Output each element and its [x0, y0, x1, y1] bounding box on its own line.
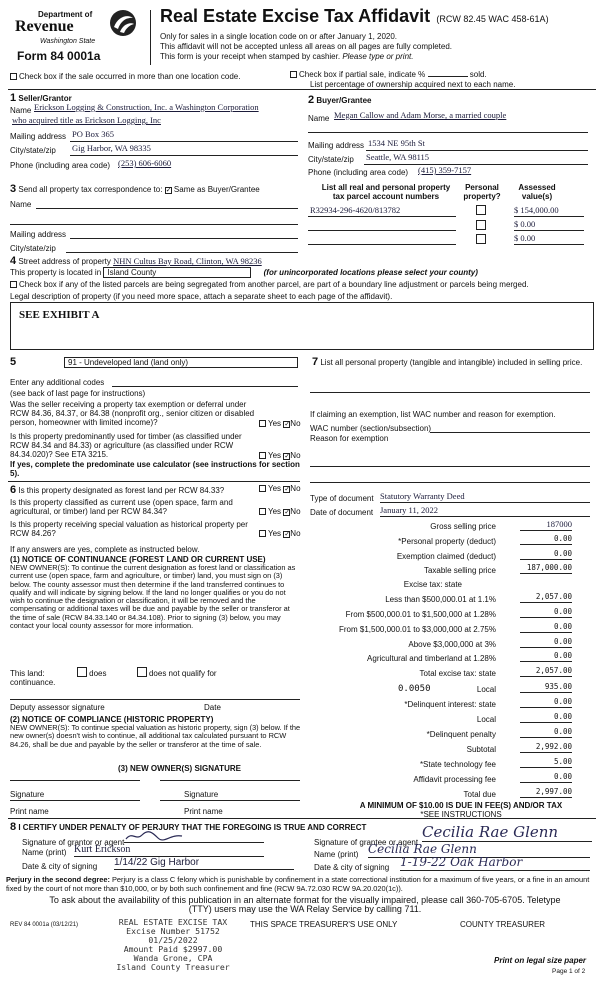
- calc-delinq-local-value[interactable]: 0.00: [520, 713, 572, 723]
- seller-name-label: Name: [10, 106, 32, 115]
- buyer-mailing-field[interactable]: 1534 NE 95th St: [368, 138, 425, 148]
- partial-sale-percent-field[interactable]: [428, 76, 468, 77]
- sec6-n2-head: (2) NOTICE OF COMPLIANCE (HISTORIC PROPERTY): [10, 715, 214, 724]
- seller-heading: Seller/Grantor: [18, 94, 72, 103]
- header-note3: This form is your receipt when stamped by cashier.: [160, 52, 341, 61]
- sec6-does-not: does not qualify for: [148, 669, 217, 678]
- seller-name-field-2[interactable]: who acquired title as Erickson Logging, Inc: [12, 115, 161, 125]
- sec6-q2-no-box[interactable]: ✓: [284, 509, 291, 516]
- calc-tech-fee-label: *State technology fee: [419, 760, 496, 769]
- treasurer-stamp: [108, 918, 238, 972]
- calc-delinq-local-label: Local: [476, 715, 496, 724]
- footer-perjury-text: Perjury is a class C felony which is punishable by confinement in a state correctional institution for a maximum of five years, or a fine in an amount fixed by the court of not more than $10,000, or by both such confinement and fine (RCW 9A.72.030 RCW 9A.20.020(1c)).: [6, 875, 590, 893]
- stamp-line-4: Amount Paid $2997.00: [123, 944, 223, 955]
- sec3-text: Send all property tax correspondence to:: [18, 185, 163, 194]
- sec6-q2-yes-box[interactable]: [259, 508, 266, 515]
- calc-personal-label: *Personal property (deduct): [398, 537, 496, 546]
- sec4-located-row: [10, 267, 478, 278]
- sec5-add-codes-note: (see back of last page for instructions): [10, 389, 146, 398]
- sec4-legal-label: Legal description of property (if you need more space, attach a separate sheet to each page of the affidavit).: [10, 292, 393, 301]
- sec6-q1-row: [10, 484, 224, 497]
- dept-line2: Revenue: [15, 18, 74, 35]
- sec5-q2-yes-box[interactable]: [259, 452, 266, 459]
- footer-perjury-bold: Perjury in the second degree:: [6, 875, 110, 884]
- sec8-grantee-name-label: Name (print): [314, 850, 359, 859]
- multi-location-check[interactable]: [10, 72, 240, 81]
- stamp-line-5: Wanda Grone, CPA: [133, 953, 213, 964]
- sec7-pp-line-1[interactable]: [310, 392, 590, 393]
- grantor-signature-scribble-icon: [124, 830, 184, 842]
- calc-excise-head: Excise tax: state: [403, 580, 462, 589]
- sec6-q2-no: No: [290, 507, 301, 516]
- calc-tech-fee-value[interactable]: 5.00: [520, 758, 572, 768]
- sec5-q1-no-box[interactable]: ✓: [284, 421, 291, 428]
- sec7-exemption-text: If claiming an exemption, list WAC number and reason for exemption.: [310, 410, 556, 419]
- seller-phone-label: Phone (including area code): [10, 161, 111, 170]
- sec5-q1-no: No: [290, 419, 301, 428]
- sec6-deputy-label: Deputy assessor signature: [10, 703, 105, 712]
- buyer-heading: Buyer/Grantee: [316, 96, 372, 105]
- sec7-doc-date-label: Date of document: [310, 508, 374, 517]
- header-note3-row: [160, 52, 413, 61]
- header-note1: Only for sales in a single location code on or after January 1, 2020.: [160, 32, 398, 41]
- sec6-deputy-date: Date: [204, 703, 221, 712]
- multi-location-checkbox[interactable]: [10, 73, 17, 80]
- seller-city-field[interactable]: Gig Harbor, WA 98335: [72, 143, 151, 153]
- sec4-located-label: This property is located in: [10, 268, 102, 277]
- calc-tier4-label: Above $3,000,000 at 3%: [408, 640, 496, 649]
- sec4-segregated-label: Check box if any of the listed parcels are being segregated from another parcel, are part of a boundary line adjustment or parcels being merged.: [19, 280, 529, 289]
- sec4-street-row: [10, 255, 262, 268]
- sec3-city-label: City/state/zip: [10, 244, 56, 253]
- calc-total-due-value[interactable]: 2,997.00: [520, 788, 572, 798]
- sec3-num: 3: [10, 183, 17, 195]
- seller-mailing-label: Mailing address: [10, 132, 67, 141]
- sec6-this-land: This land:: [10, 669, 45, 678]
- sec6-q2-answer: [259, 507, 301, 516]
- parcel-number-1[interactable]: R32934-296-4620/813782: [310, 205, 401, 215]
- buyer-mailing-label: Mailing address: [308, 141, 365, 150]
- calc-total-due-label: Total due: [463, 790, 496, 799]
- seller-city-label: City/state/zip: [10, 146, 56, 155]
- form-title-row: [160, 6, 549, 27]
- personal-checkbox-2[interactable]: [476, 220, 486, 230]
- stamp-line-1: REAL ESTATE EXCISE TAX: [118, 917, 228, 927]
- seller-mailing-line: [70, 141, 298, 142]
- sec8-grantee-sig[interactable]: Cecilia Rae Glenn: [422, 824, 592, 842]
- sec6-does: does: [89, 669, 107, 678]
- sec5-q2-answer: [259, 451, 301, 460]
- sec6-q2: Is this property classified as current use (open space, farm and agricultural, or timber) land per RCW 84.34?: [10, 498, 233, 517]
- multi-location-label: Check box if the sale occurred in more than one location code.: [19, 72, 241, 81]
- sec8-grantee-sig-label: Signature of grantee or agent: [314, 838, 419, 847]
- stamp-line-2: Excise Number 51752: [126, 926, 220, 937]
- calc-tier4-value[interactable]: 0.00: [520, 638, 572, 648]
- footer-county-treasurer: COUNTY TREASURER: [460, 920, 546, 929]
- partial-sale-label-b: sold.: [469, 70, 487, 79]
- sec5-q2b: If yes, complete the predominate use calculator (see instructions for section 5).: [10, 460, 300, 479]
- buyer-heading-row: [308, 94, 372, 107]
- sec6-does-not-checkbox[interactable]: [137, 667, 147, 677]
- calc-total-state-value[interactable]: 2,057.00: [520, 667, 572, 677]
- partial-sale-checkbox[interactable]: [290, 71, 297, 78]
- sec8-grantor-date-label: Date & city of signing: [22, 862, 98, 871]
- sec4-segregated-checkbox[interactable]: [10, 281, 17, 288]
- sec6-q2-yes: Yes: [268, 507, 282, 516]
- header-note2: This affidavit will not be accepted unless all areas on all pages are fully completed.: [160, 42, 453, 51]
- footer-legal-size: Print on legal size paper: [494, 956, 587, 965]
- buyer-phone-field[interactable]: (415) 359-7157: [418, 165, 472, 175]
- calc-local-label: Local: [476, 685, 496, 694]
- sec6-q1-yes: Yes: [268, 484, 282, 493]
- sec6-instruct: If any answers are yes, complete as instructed below.: [10, 545, 200, 554]
- sec5-q1-yes: Yes: [268, 419, 282, 428]
- calc-tier3-label: From $1,500,000.01 to $3,000,000 at 2.75%: [338, 625, 496, 634]
- calc-tier2-label: From $500,000.01 to $1,500,000 at 1.28%: [345, 610, 496, 619]
- assessed-value-3[interactable]: $ 0.00: [514, 234, 584, 245]
- calc-gross-value[interactable]: 187000: [520, 520, 572, 531]
- parcel-col-header: List all real and personal property tax parcel account numbers: [321, 183, 451, 202]
- sec6-print-line-1[interactable]: [10, 800, 140, 801]
- sec6-n3-head: (3) NEW OWNER(S) SIGNATURE: [118, 764, 241, 773]
- calc-affidavit-fee-value[interactable]: 0.00: [520, 773, 572, 783]
- sec6-divider: [8, 481, 300, 482]
- sec6-q3-answer: [259, 529, 301, 538]
- calc-tier3-value[interactable]: 0.00: [520, 623, 572, 633]
- sec6-sig-label-1: Signature: [10, 790, 45, 799]
- sec5-q2-no-box[interactable]: ✓: [284, 453, 291, 460]
- dor-emblem-icon: [108, 8, 138, 38]
- calc-personal-value[interactable]: 0.00: [520, 535, 572, 545]
- sec6-sig-line-1[interactable]: [10, 780, 140, 781]
- sec8-divider: [8, 818, 596, 819]
- sec5-add-codes-label: Enter any additional codes: [10, 378, 105, 387]
- dept-line1: Department of: [38, 10, 93, 19]
- sec6-q1-yes-box[interactable]: [259, 485, 266, 492]
- footer-page: Page 1 of 2: [552, 968, 586, 975]
- calc-see-instr: *SEE INSTRUCTIONS: [420, 810, 502, 819]
- header-note3-italic: Please type or print.: [342, 52, 414, 61]
- calc-subtotal-value[interactable]: 2,992.00: [520, 743, 572, 753]
- sec6-print-line-2[interactable]: [160, 800, 300, 801]
- sec4-street-field[interactable]: NHN Cultus Bay Road, Clinton, WA 98236: [113, 256, 262, 266]
- sec7-reason-line-1[interactable]: [310, 466, 590, 467]
- sec3-mailing-label: Mailing address: [10, 230, 67, 239]
- sec8-grantor-sig-label: Signature of grantor or agent: [22, 838, 125, 847]
- personal-checkbox-3[interactable]: [476, 234, 486, 244]
- sec6-q1-no: No: [290, 484, 301, 493]
- sec3-same-label: Same as Buyer/Grantee: [173, 185, 260, 194]
- sec6-q3-yes-box[interactable]: [259, 530, 266, 537]
- parcel-line-2[interactable]: [308, 230, 456, 231]
- sec8-grantee-name[interactable]: Cecilia Rae Glenn: [368, 843, 590, 858]
- sec6-sig-line-2[interactable]: [160, 780, 300, 781]
- buyer-city-label: City/state/zip: [308, 155, 354, 164]
- seller-city-line: [70, 155, 298, 156]
- calc-tier1-label: Less than $500,000.01 at 1.1%: [385, 595, 496, 604]
- sec3-name-line-2: [10, 224, 298, 225]
- form-title: Real Estate Excise Tax Affidavit: [160, 6, 431, 26]
- sec5-add-codes-line[interactable]: [112, 386, 298, 387]
- sec4-num: 4: [10, 255, 17, 267]
- sec6-n1-head: (1) NOTICE OF CONTINUANCE (FOREST LAND OR CURRENT USE): [10, 555, 266, 564]
- personal-checkbox-1[interactable]: [476, 205, 486, 215]
- sec4-street-label: Street address of property: [18, 257, 111, 266]
- calc-total-state-label: Total excise tax: state: [419, 669, 496, 678]
- sec5-q1: Was the seller receiving a property tax exemption or deferral under RCW 84.36, 84.37, or 84.38 (nonprofit org., senior citizen or disabled person, homeowner with limited income)?: [10, 400, 255, 428]
- sec4-legal-box[interactable]: [10, 302, 594, 350]
- sec6-num: 6: [10, 484, 17, 496]
- sec7-doc-type-field[interactable]: Statutory Warranty Deed: [380, 492, 590, 503]
- calc-exemption-value[interactable]: 0.00: [520, 550, 572, 560]
- sec4-segregated-row[interactable]: [10, 280, 529, 289]
- buyer-city-field[interactable]: Seattle, WA 98115: [366, 152, 430, 162]
- sec5-q2-no: No: [290, 451, 301, 460]
- footer-rev: REV 84 0001a (03/12/21): [10, 922, 79, 928]
- sec4-legal-text: SEE EXHIBIT A: [19, 309, 100, 321]
- sec7-reason-label: Reason for exemption: [310, 434, 389, 443]
- sec6-print-label-1: Print name: [10, 807, 49, 816]
- sec6-this-land-row: [10, 667, 217, 678]
- sec6-n2-body: NEW OWNER(S): To continue special valuation as historic property, sign (3) below. If the new owner(s) doesn't wish to continue, all additional tax calculated pursuant to RCW 84.26, shall be due and payable by the seller or transferor at the time of sale.: [10, 723, 301, 749]
- sec6-q3-no-box[interactable]: ✓: [284, 531, 291, 538]
- calc-affidavit-fee-label: Affidavit processing fee: [413, 775, 496, 784]
- buyer-phone-label: Phone (including area code): [308, 168, 409, 177]
- dept-line3: Washington State: [40, 38, 96, 45]
- calc-delinq-penalty-value[interactable]: 0.00: [520, 728, 572, 738]
- sec8-cert: I CERTIFY UNDER PENALTY OF PERJURY THAT THE FOREGOING IS TRUE AND CORRECT: [18, 823, 367, 832]
- buyer-city-line: [364, 164, 588, 165]
- calc-delinq-penalty-label: *Delinquent penalty: [426, 730, 496, 739]
- assessed-col-header: Assessed value(s): [518, 183, 556, 202]
- sec6-sig-label-2: Signature: [184, 790, 219, 799]
- sec7-wac-line[interactable]: [430, 432, 590, 433]
- partial-sale-check[interactable]: [290, 70, 487, 79]
- assessed-value-2[interactable]: $ 0.00: [514, 220, 584, 231]
- stamp-line-3: 01/25/2022: [148, 935, 198, 946]
- calc-local-rate[interactable]: 0.0050: [398, 684, 431, 694]
- sec3-city-line[interactable]: [66, 252, 298, 253]
- calc-tier1-value[interactable]: 2,057.00: [520, 593, 572, 603]
- buyer-name-field[interactable]: Megan Callow and Adam Morse, a married couple: [334, 110, 507, 120]
- calc-local-value[interactable]: 935.00: [520, 683, 572, 693]
- sec6-q1-answer: [259, 484, 301, 493]
- stamp-line-6: Island County Treasurer: [116, 962, 230, 973]
- calc-taxable-value[interactable]: 187,000.00: [520, 564, 572, 574]
- sec3-same-checkbox[interactable]: ✓: [165, 187, 172, 194]
- calc-gross-label: Gross selling price: [430, 522, 496, 531]
- sec8-grantee-date[interactable]: 1-19-22 Oak Harbor: [400, 856, 590, 871]
- calc-tier2-value[interactable]: 0.00: [520, 608, 572, 618]
- sec6-continuance: continuance.: [10, 678, 56, 687]
- sec6-q3-yes: Yes: [268, 529, 282, 538]
- sec5-q1-yes-box[interactable]: [259, 420, 266, 427]
- buyer-mailing-line: [366, 150, 588, 151]
- parcel-line-1: [308, 216, 456, 217]
- sec4-county-select[interactable]: Island County: [103, 267, 251, 278]
- sec5-q1-answer: [259, 419, 301, 428]
- sec6-q1: Is this property designated as forest land per RCW 84.33?: [18, 486, 225, 495]
- buyer-section-num: 2: [308, 94, 315, 106]
- footer-treasurer-use: THIS SPACE TREASURER'S USE ONLY: [250, 920, 398, 929]
- sec7-wac-label: WAC number (section/subsection): [310, 424, 432, 433]
- calc-minimum: A MINIMUM OF $10.00 IS DUE IN FEE(S) AND/OR TAX: [359, 801, 563, 810]
- sec7-reason-line-2: [310, 482, 590, 483]
- buyer-name-line-2: [308, 132, 588, 133]
- footer-perjury: [6, 876, 596, 893]
- sec6-n1-body: NEW OWNER(S): To continue the current designation as forest land or classification as current use (open space, farm and agriculture, or timber) land, you must sign on (3) below. The county assessor must then determine if the land transferred continues to qualify and will indicate by signing below. If the land no longer qualifies or you do not wish to continue the designation or classification, it will be removed and the compensating or additional taxes will be due and payable by the seller or transferor at the time of sale (RCW 84.33.140 or 84.34.108). Prior to signing (3) below, you may contact your local county assessor for more information.: [10, 563, 296, 630]
- partial-sale-label-c: List percentage of ownership acquired next to each name.: [310, 80, 516, 89]
- sec6-q3-no: No: [290, 529, 301, 538]
- calc-taxable-label: Taxable selling price: [423, 566, 496, 575]
- sec7-doc-date-field[interactable]: January 11, 2022: [380, 506, 590, 517]
- calc-delinq-interest-value[interactable]: 0.00: [520, 698, 572, 708]
- seller-phone-field[interactable]: (253) 606-6060: [118, 158, 172, 168]
- sec6-print-label-2: Print name: [184, 807, 223, 816]
- calc-tier5-label: Agricultural and timberland at 1.28%: [367, 654, 496, 663]
- calc-delinq-interest-label: *Delinquent interest: state: [404, 700, 496, 709]
- sec6-q3: Is this property receiving special valuation as historical property per RCW 84.26?: [10, 520, 248, 539]
- sec3-row: [10, 183, 260, 196]
- sec5-land-use-select[interactable]: 91 - Undeveloped land (land only): [64, 357, 298, 368]
- buyer-name-label: Name: [308, 114, 330, 123]
- seller-section-num: 1: [10, 92, 17, 104]
- sec5-q2: Is this property predominantly used for timber (as classified under RCW 84.34 and 84.33) or agriculture (as classified under RCW 84.34.020)? See ETA 3215.: [10, 432, 242, 460]
- section-divider: [8, 89, 596, 90]
- calc-exemption-label: Exemption claimed (deduct): [396, 552, 496, 561]
- sec3-mailing-line[interactable]: [70, 238, 298, 239]
- header-divider: [150, 10, 151, 65]
- assessed-value-1[interactable]: $ 154,000.00: [514, 206, 584, 217]
- sec8-grantee-date-label: Date & city of signing: [314, 863, 390, 872]
- sec5-q2-yes: Yes: [268, 451, 282, 460]
- sec7-num: 7: [312, 356, 319, 368]
- sec7-text: List all personal property (tangible and intangible) included in selling price.: [320, 358, 583, 367]
- sec8-grantor-sig[interactable]: [124, 830, 264, 843]
- seller-mailing-field[interactable]: PO Box 365: [72, 129, 115, 139]
- sec7-doc-type-label: Type of document: [310, 494, 374, 503]
- partial-sale-label-a: Check box if partial sale, indicate %: [299, 70, 426, 79]
- sec6-deputy-line[interactable]: [10, 699, 300, 700]
- sec7-text-row: [312, 356, 594, 369]
- calc-subtotal-label: Subtotal: [466, 745, 496, 754]
- form-statute: (RCW 82.45 WAC 458-61A): [436, 14, 549, 24]
- sec3-name-label: Name: [10, 200, 32, 209]
- sec4-unincorp-note: (for unincorporated locations please select your county): [263, 268, 478, 277]
- calc-tier5-value[interactable]: 0.00: [520, 652, 572, 662]
- parcel-line-3[interactable]: [308, 244, 456, 245]
- sec5-num: 5: [10, 356, 17, 368]
- sec8-num: 8: [10, 821, 17, 833]
- sec6-does-checkbox[interactable]: [77, 667, 87, 677]
- footer-alt-format: To ask about the availability of this publication in an alternate format for the visually impaired, please call 360-705-6705. Teletype (TTY) users may use the WA Relay Service by calling 711.: [49, 895, 561, 915]
- seller-name-field[interactable]: Erickson Logging & Construction, Inc. a Washington Corporation: [34, 102, 259, 112]
- form-number: Form 84 0001a: [17, 49, 101, 63]
- sec8-grantor-name[interactable]: Kurt Erickson: [74, 844, 264, 857]
- sec8-grantor-name-label: Name (print): [22, 848, 67, 857]
- dor-logo: [10, 6, 145, 50]
- sec3-name-line[interactable]: [36, 208, 298, 209]
- sec8-grantor-date[interactable]: 1/14/22 Gig Harbor: [114, 857, 294, 870]
- personal-col-header: Personal property?: [463, 183, 501, 202]
- sec6-q1-no-box[interactable]: ✓: [284, 486, 291, 493]
